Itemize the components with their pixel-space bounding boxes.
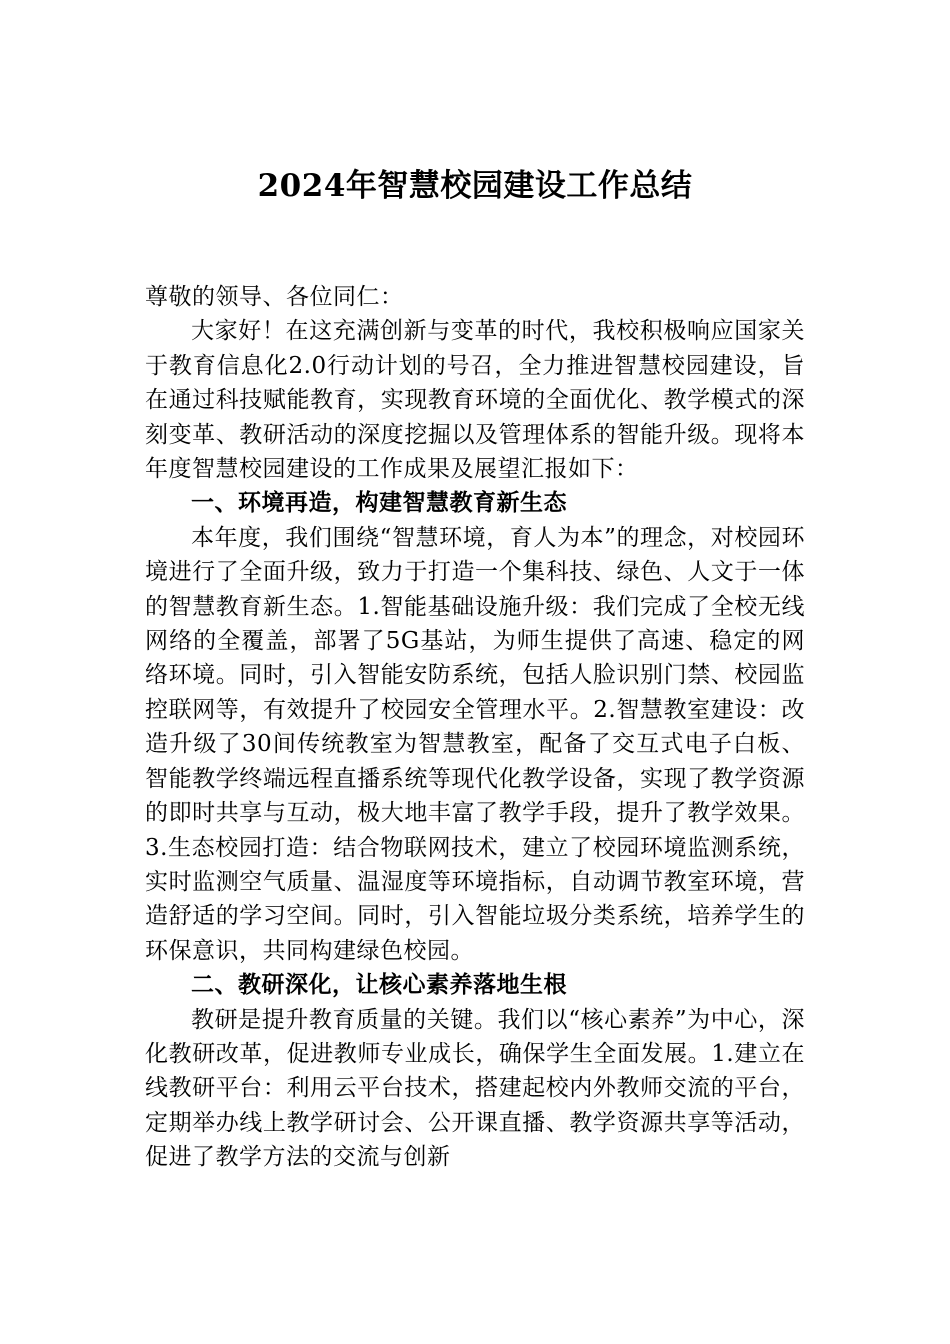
section-heading-environment: 一、环境再造，构建智慧教育新生态 — [191, 489, 567, 517]
section-heading-teaching-research: 二、教研深化，让核心素养落地生根 — [191, 971, 567, 999]
section-body-teaching-research: 教研是提升教育质量的关键。我们以“核心素养”为中心，深化教研改革，促进教师专业成长，确保学生全面发展。1.建立在线教研平台：利用云平台技术，搭建起校内外教师交流的平台，定期举办线上教学研讨会、公开课直播、教学资源共享等活动，促进了教学方法的交流与创新 — [145, 1006, 805, 1171]
section-body-environment: 本年度，我们围绕“智慧环境，育人为本”的理念，对校园环境进行了全面升级，致力于打造一个集科技、绿色、人文于一体的智慧教育新生态。1.智能基础设施升级：我们完成了全校无线网络的全覆盖，部署了5G基站，为师生提供了高速、稳定的网络环境。同时，引入智能安防系统，包括人脸识别门禁、校园监控联网等，有效提升了校园安全管理水平。2.智慧教室建设：改造升级了30间传统教室为智慧教室，配备了交互式电子白板、智能教学终端远程直播系统等现代化教学设备，实现了教学资源的即时共享与互动，极大地丰富了教学手段，提升了教学效果。3.生态校园打造：结合物联网技术，建立了校园环境监测系统，实时监测空气质量、温湿度等环境指标，自动调节教室环境，营造舒适的学习空间。同时，引入智能垃圾分类系统，培养学生的环保意识，共同构建绿色校园。 — [145, 524, 805, 964]
document-title: 2024年智慧校园建设工作总结 — [257, 168, 693, 204]
intro-paragraph: 大家好！在这充满创新与变革的时代，我校积极响应国家关于教育信息化2.0行动计划的号召，全力推进智慧校园建设，旨在通过科技赋能教育，实现教育环境的全面优化、教学模式的深刻变革、教研活动的深度挖掘以及管理体系的智能升级。现将本年度智慧校园建设的工作成果及展望汇报如下： — [145, 318, 805, 483]
document-content — [145, 158, 805, 1175]
salutation: 尊敬的领导、各位同仁： — [145, 284, 404, 310]
